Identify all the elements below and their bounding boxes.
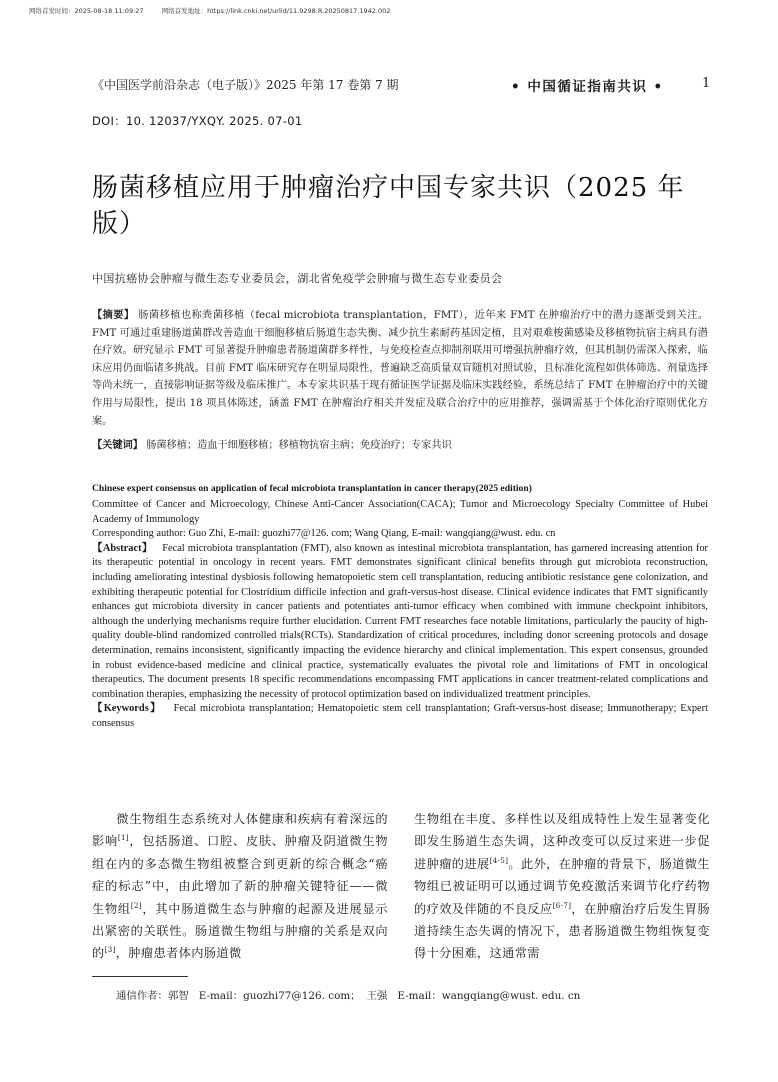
journal-header: 《中国医学前沿杂志（电子版）》2025 年第 17 卷第 7 期 [92, 78, 399, 92]
footnote-divider [92, 976, 188, 977]
body-text: ，其中肠道微生态与肿瘤的起源及进展显示出紧密的关联性。肠道微生物组与肿瘤的关系是双向的 [92, 901, 389, 961]
body-text: 生物组在丰度、多样性以及组成特性上发生显著变化即发生肠道生态失调，这种改变可以反过来进一步促进肿瘤的进展 [414, 812, 710, 871]
abstract-en-label: 【Abstract】 [92, 542, 153, 554]
article-title: 肠菌移植应用于肿瘤治疗中国专家共识（2025 年版） [92, 173, 685, 239]
page-number: 1 [702, 76, 711, 91]
footnote-name-1: 郭智 [167, 990, 189, 1002]
body-text: ，在肿瘤治疗后发生胃肠道持续生态失调的情况下，患者肠道微生物组恢复变得十分困难，这通常需 [414, 901, 711, 961]
keywords-cn-label: 【关键词】 [92, 439, 143, 451]
body-text: ，肿瘤患者体内肠道微 [115, 946, 242, 961]
body-column-left [92, 808, 388, 965]
corresponding-author-en: Corresponding author: Guo Zhi, E-mail: guozhi77@126. com; Wang Qiang, E-mail: wangqiang@wust. edu. cn [92, 528, 556, 540]
body-column-right [414, 808, 710, 965]
first-online-time: 网络首发时间：2025-08-18 11:09:27 [29, 7, 144, 15]
first-online-url: 网络首发地址：https://link.cnki.net/urlid/11.9298.R.20250817.1942.002 [161, 7, 391, 15]
doi: DOI：10. 12037/YXQY. 2025. 07-01 [92, 114, 303, 128]
body-paragraph [414, 808, 710, 965]
citation-ref[interactable]: [6-7] [552, 901, 572, 910]
citation-ref[interactable]: [3] [104, 946, 116, 955]
keywords-cn [92, 436, 708, 451]
abstract-cn [92, 307, 708, 430]
abstract-en [92, 542, 708, 703]
citation-ref[interactable]: [4-5] [489, 856, 509, 865]
authors-cn: 中国抗癌协会肿瘤与微生态专业委员会，湖北省免疫学会肿瘤与微生态专业委员会 [92, 272, 503, 285]
footnote-email-1: E-mail：guozhi77@126. com； [198, 990, 361, 1002]
citation-ref[interactable]: [2] [130, 901, 142, 910]
body-text: ，包括肠道、口腔、皮肤、肿瘤及阴道微生物组在内的多态微生物组被整合到更新的综合概念“癌症的标志”中，由此增加了新的肿瘤关键特征——微生物组 [92, 834, 388, 916]
keywords-cn-text: 肠菌移植；造血干细胞移植；移植物抗宿主病；免疫治疗；专家共识 [146, 440, 452, 451]
footnote-email-2: E-mail：wangqiang@wust. edu. cn [397, 990, 581, 1002]
body-text: 微生物组生态系统对人体健康和疾病有着深远的影响 [92, 812, 388, 849]
section-header: • 中国循证指南共识 • [511, 79, 664, 95]
body-text: 。此外，在肿瘤的背景下，肠道微生物组已被证明可以通过调节免疫激活来调节化疗药物的疗效及伴随的不良反应 [414, 856, 710, 916]
keywords-en-text: Fecal microbiota transplantation; Hematopoietic stem cell transplantation; Graft-versus-host disease; Immunotherapy; Expert consensus [92, 703, 708, 729]
abstract-en-text: Fecal microbiota transplantation (FMT), also known as intestinal microbiota transplantation, has garnered increasing attention for its therapeutic potential in oncology in recent years. FMT demonstrates significant clinical benefits through gut microbiota reconstruction, including ameliorating intestinal dysbiosis following hematopoietic stem cell transplantation, reducing antibiotic resistance gene colonization, and exhibiting therapeutic potential for Clostridium difficile infection and graft-versus-host disease. Clinical evidence indicates that FMT significantly enhances gut microbiota diversity in cancer patients and potentiates anti-tumor efficacy when combined with immune checkpoint inhibitors, although the underlying mechanisms require further elucidation. Current FMT researches face notable limitations, particularly the paucity of high-quality double-blind randomized controlled trials(RCTs). Standardization of critical procedures, including donor screening protocols and dosage determination, remains inconsistent, significantly impacting the evidence hierarchy and clinical implementation. This expert consensus, grounded in robust evidence-based medicine and clinical practice, systematically evaluates the pivotal role and limitations of FMT in oncological therapeutics. The document presents 18 specific recommendations encompassing FMT applications in cancer treatment-related complications and combination therapies, emphasizing the necessity of protocol optimization based on individualized treatment principles. [92, 542, 709, 700]
english-abstract-block [92, 498, 708, 732]
abstract-cn-label: 【摘要】 [92, 309, 135, 321]
keywords-en [92, 702, 708, 731]
footnote-name-2: 王强 [366, 990, 388, 1002]
english-affiliation: Committee of Cancer and Microecology, Chinese Anti-Cancer Association(CACA); Tumor and Microecology Specialty Committee of Hubei Academy of Immunology [92, 499, 708, 525]
abstract-cn-text: 肠菌移植也称粪菌移植（fecal microbiota transplantation，FMT），近年来 FMT 在肿瘤治疗中的潜力逐渐受到关注。FMT 可通过重建肠道菌群改善造血干细胞移植后肠道生态失衡、减少抗生素耐药基因定植，且对艰难梭菌感染及移植物抗宿主病具有潜在疗效。研究显示 FMT 可显著提升肿瘤患者肠道菌群多样性，与免疫检查点抑制剂联用可增强抗肿瘤疗效，但其机制仍需深入探索，临床应用仍面临诸多挑战。目前 FMT 临床研究存在明显局限性，普遍缺乏高质量双盲随机对照试验，且标准化流程如供体筛选、剂量选择等尚未统一，直接影响证据等级及临床推广。本专家共识基于现有循证医学证据及临床实践经验，系统总结了 FMT 在肿瘤治疗中的关键作用与局限性，提出 18 项具体陈述，涵盖 FMT 在肿瘤治疗相关并发症及联合治疗中的应用推荐，强调需基于个体化治疗原则优化方案。 [92, 310, 709, 427]
citation-ref[interactable]: [1] [117, 834, 130, 843]
keywords-en-label: 【Keywords】 [92, 703, 162, 715]
body-paragraph [92, 808, 388, 965]
footnote-label: 通信作者： [116, 990, 168, 1002]
online-publication-meta [29, 6, 406, 15]
footnote [116, 987, 588, 1002]
english-title: Chinese expert consensus on application of fecal microbiota transplantation in cancer therapy(2025 edition) [92, 483, 532, 494]
